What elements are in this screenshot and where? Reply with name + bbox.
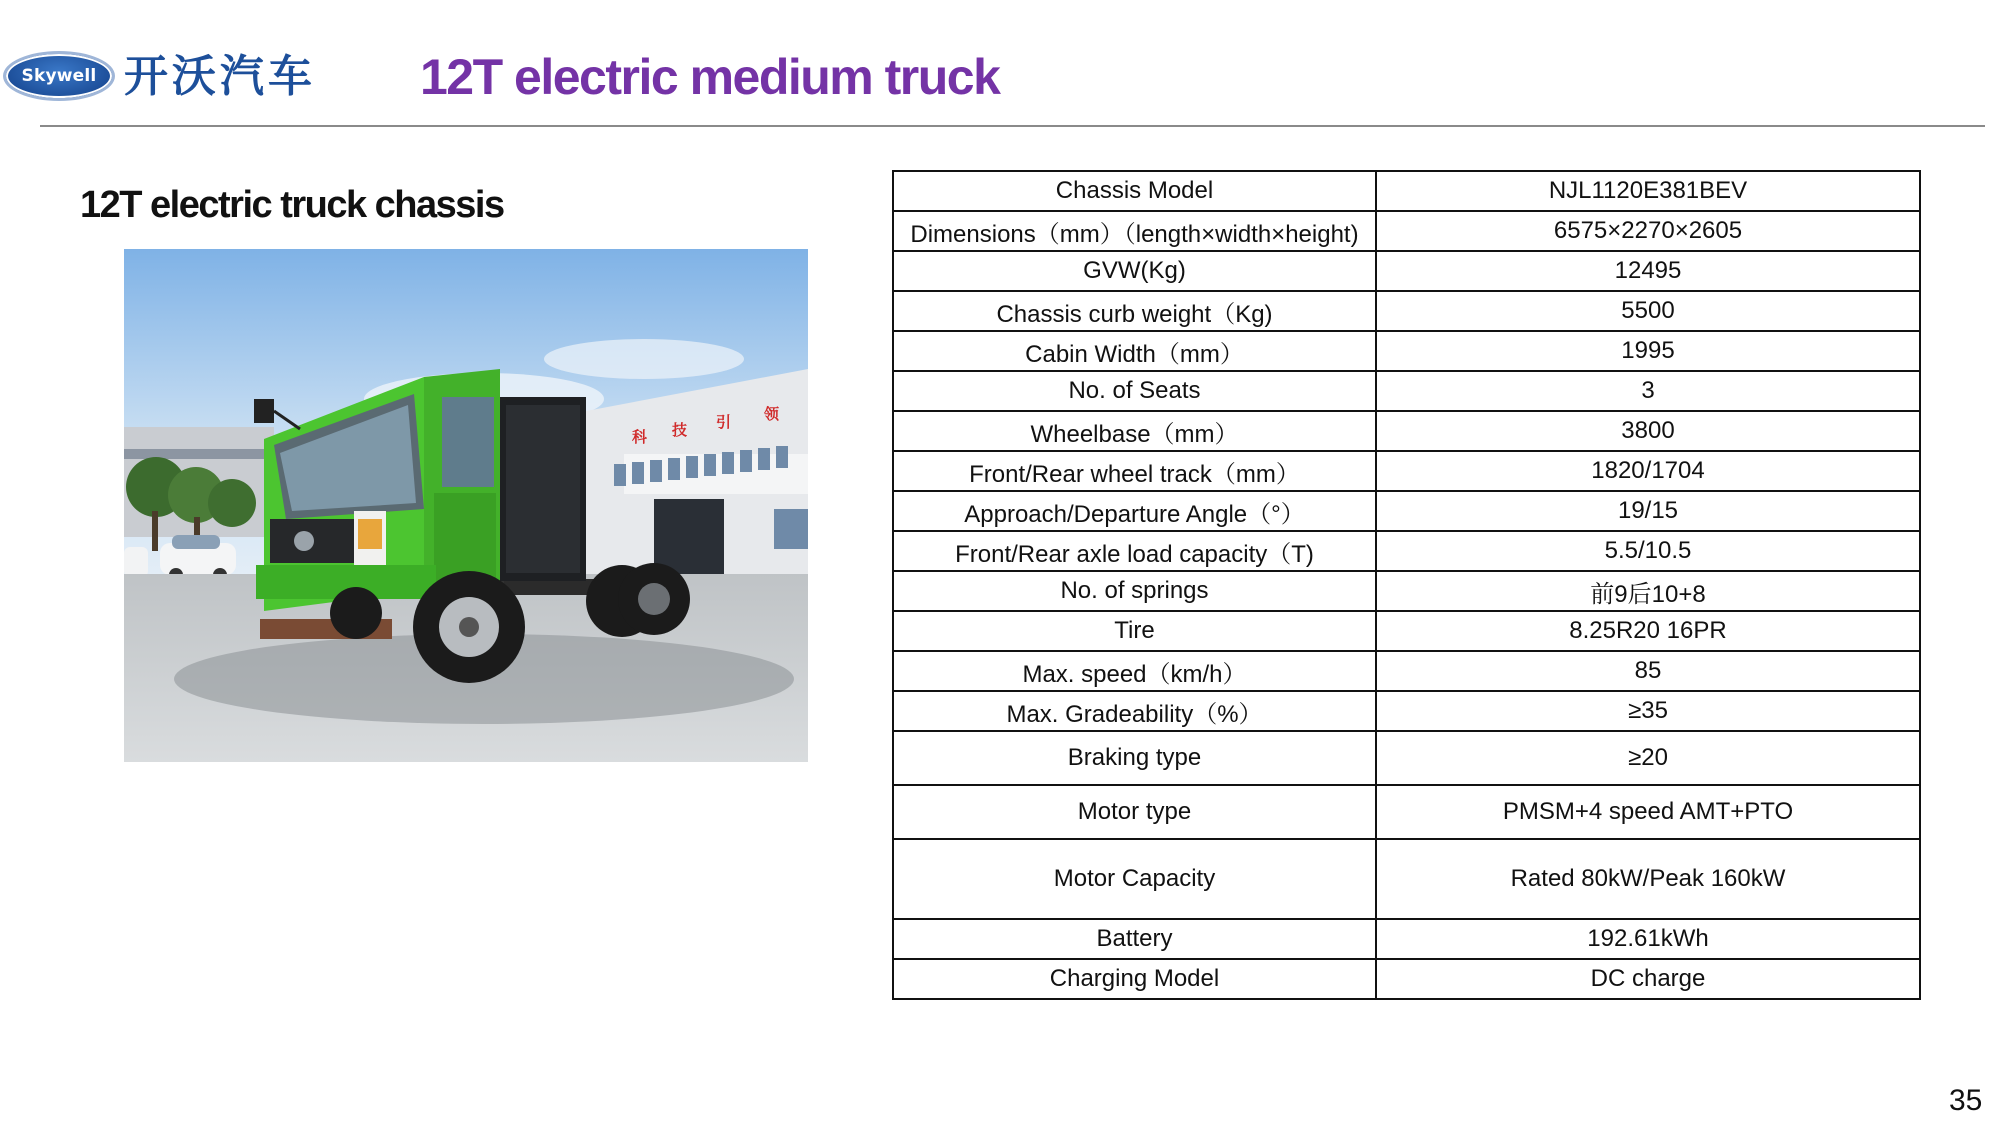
brand-name-chinese: 开沃汽车 — [124, 51, 316, 102]
spec-row — [893, 611, 1920, 651]
spec-row — [893, 531, 1920, 571]
spec-row — [893, 371, 1920, 411]
truck-chassis-photo — [124, 249, 808, 762]
spec-parameter: Braking type — [893, 731, 1376, 785]
spec-parameter: Max. Gradeability（%） — [893, 691, 1376, 731]
spec-value: 5500 — [1376, 291, 1920, 331]
spec-row — [893, 171, 1920, 211]
skywell-logo — [3, 51, 115, 101]
spec-value: 前9后10+8 — [1376, 571, 1920, 611]
spec-row — [893, 491, 1920, 531]
spec-parameter: Motor type — [893, 785, 1376, 839]
spec-value: 1820/1704 — [1376, 451, 1920, 491]
spec-parameter: Front/Rear wheel track（mm） — [893, 451, 1376, 491]
logo-text: Skywell — [21, 66, 97, 86]
spec-row — [893, 959, 1920, 999]
spec-value: 1995 — [1376, 331, 1920, 371]
spec-row — [893, 839, 1920, 919]
spec-value: 5.5/10.5 — [1376, 531, 1920, 571]
spec-parameter: Chassis Model — [893, 171, 1376, 211]
page-title: 12T electric medium truck — [420, 49, 1000, 105]
spec-row — [893, 785, 1920, 839]
spec-row — [893, 411, 1920, 451]
spec-row — [893, 291, 1920, 331]
spec-row — [893, 571, 1920, 611]
page-number: 35 — [1949, 1084, 1983, 1117]
spec-value: Rated 80kW/Peak 160kW — [1376, 839, 1920, 919]
spec-table — [892, 170, 1921, 1000]
spec-parameter: Motor Capacity — [893, 839, 1376, 919]
spec-parameter: Cabin Width（mm） — [893, 331, 1376, 371]
factory-sign-char-2: 技 — [672, 421, 688, 439]
spec-row — [893, 331, 1920, 371]
spec-row — [893, 919, 1920, 959]
spec-value: 19/15 — [1376, 491, 1920, 531]
header-divider — [40, 125, 1985, 127]
spec-row — [893, 731, 1920, 785]
spec-parameter: Front/Rear axle load capacity（T) — [893, 531, 1376, 571]
spec-value: DC charge — [1376, 959, 1920, 999]
spec-parameter: No. of springs — [893, 571, 1376, 611]
spec-parameter: Approach/Departure Angle（°） — [893, 491, 1376, 531]
factory-sign-char-3: 引 — [716, 413, 732, 431]
section-title: 12T electric truck chassis — [80, 184, 504, 226]
spec-value: 8.25R20 16PR — [1376, 611, 1920, 651]
spec-row — [893, 651, 1920, 691]
spec-parameter: Tire — [893, 611, 1376, 651]
spec-value: 85 — [1376, 651, 1920, 691]
spec-value: NJL1120E381BEV — [1376, 171, 1920, 211]
spec-value: PMSM+4 speed AMT+PTO — [1376, 785, 1920, 839]
spec-parameter: Dimensions（mm）（length×width×height) — [893, 211, 1376, 251]
spec-value: ≥35 — [1376, 691, 1920, 731]
spec-parameter: Wheelbase（mm） — [893, 411, 1376, 451]
factory-sign-char-1: 科 — [632, 428, 648, 446]
spec-parameter: No. of Seats — [893, 371, 1376, 411]
spec-value: 6575×2270×2605 — [1376, 211, 1920, 251]
spec-row — [893, 691, 1920, 731]
spec-parameter: Max. speed（km/h） — [893, 651, 1376, 691]
spec-parameter: GVW(Kg) — [893, 251, 1376, 291]
spec-value: 12495 — [1376, 251, 1920, 291]
spec-row — [893, 451, 1920, 491]
spec-parameter: Charging Model — [893, 959, 1376, 999]
spec-value: 3 — [1376, 371, 1920, 411]
spec-row — [893, 251, 1920, 291]
spec-value: 3800 — [1376, 411, 1920, 451]
spec-parameter: Battery — [893, 919, 1376, 959]
spec-value: ≥20 — [1376, 731, 1920, 785]
slide-header — [0, 0, 2000, 130]
factory-sign-char-4: 领 — [764, 405, 780, 423]
spec-row — [893, 211, 1920, 251]
spec-value: 192.61kWh — [1376, 919, 1920, 959]
spec-parameter: Chassis curb weight（Kg) — [893, 291, 1376, 331]
